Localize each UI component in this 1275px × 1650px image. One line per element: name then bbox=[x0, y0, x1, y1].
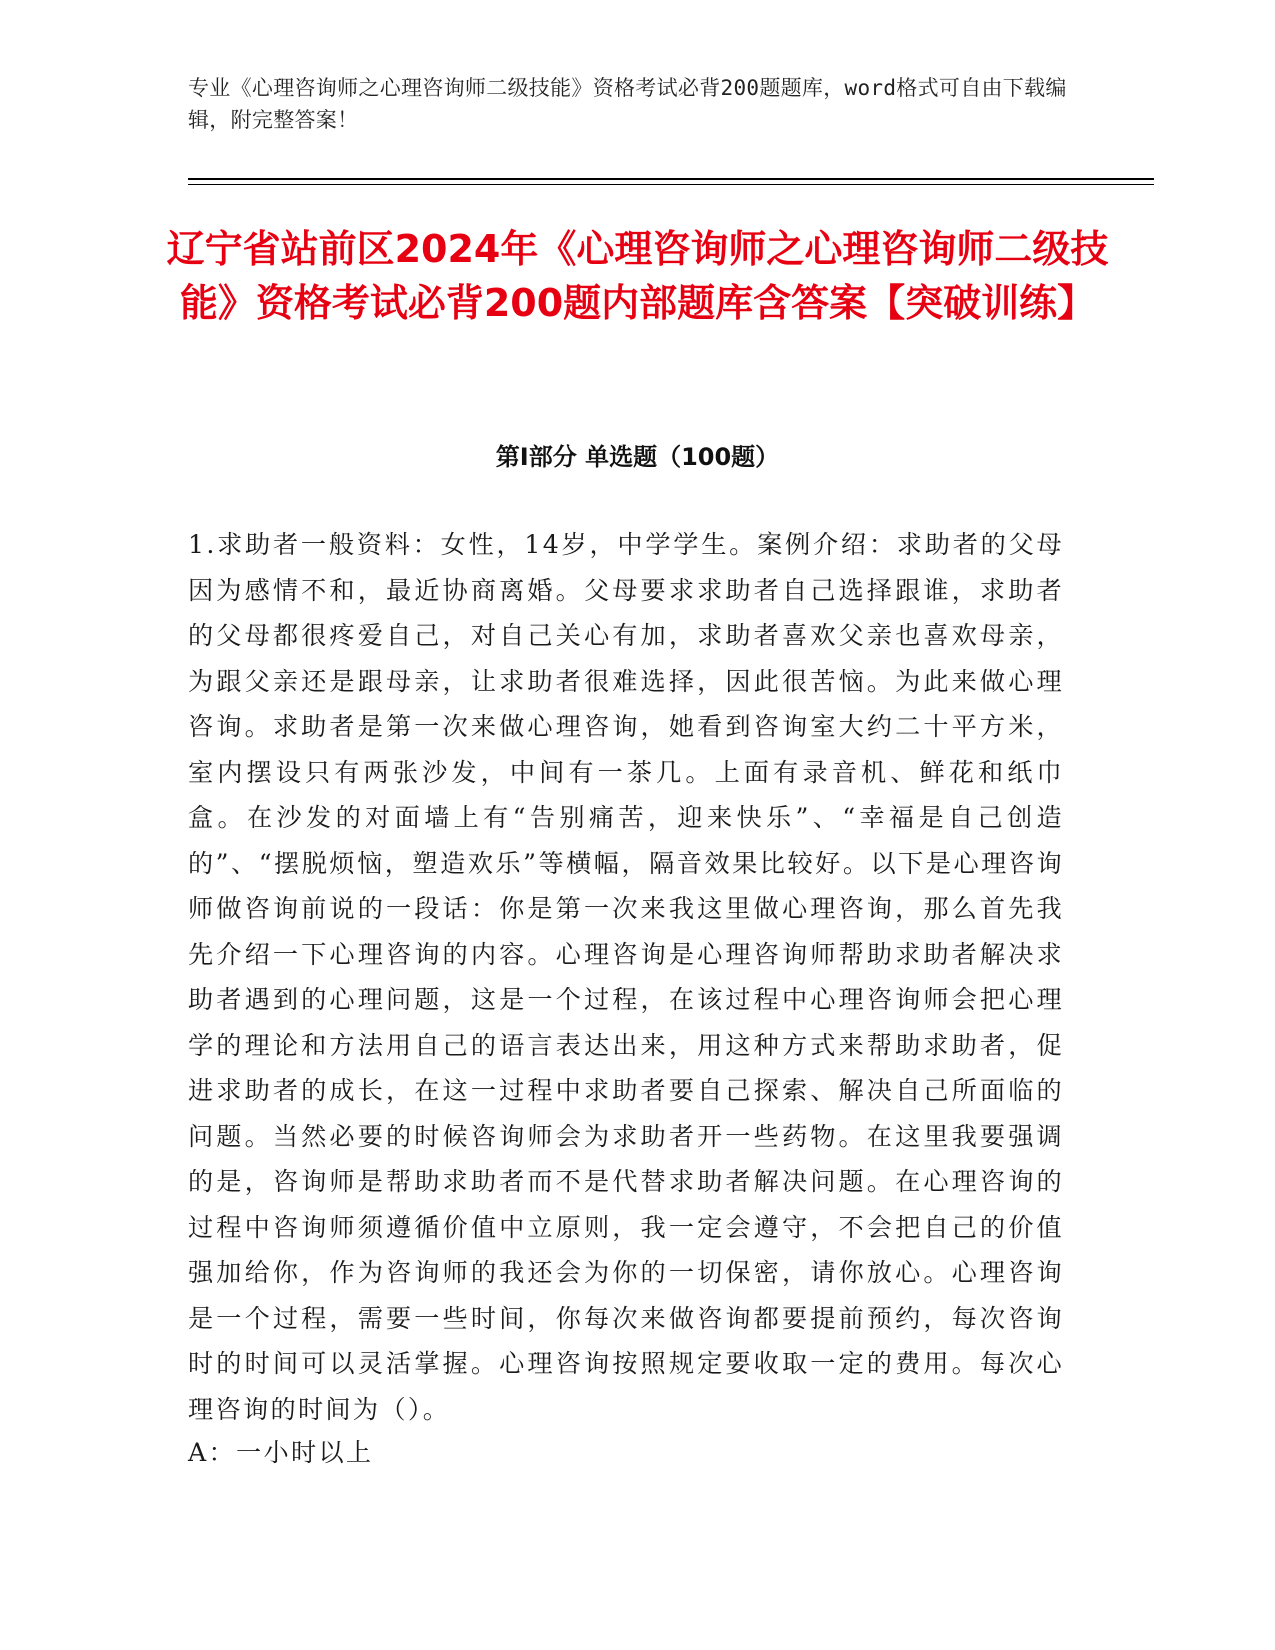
header-rule-thick bbox=[188, 178, 1154, 180]
option-a: A：一小时以上 bbox=[188, 1438, 374, 1467]
document-title: 辽宁省站前区2024年《心理咨询师之心理咨询师二级技能》资格考试必背200题内部题库含答案【突破训练】 bbox=[166, 227, 1109, 325]
header-rule-thin bbox=[188, 184, 1154, 185]
section-heading: 第Ⅰ部分 单选题（100题） bbox=[495, 443, 780, 471]
header-note: 专业《心理咨询师之心理咨询师二级技能》资格考试必背200题题库，word格式可自由下载编辑，附完整答案！ bbox=[188, 76, 1067, 132]
question-text: 1.求助者一般资料：女性，14岁，中学学生。案例介绍：求助者的父母因为感情不和，最近协商离婚。父母要求求助者自己选择跟谁，求助者的父母都很疼爱自己，对自己关心有加，求助者喜欢父亲也喜欢母亲，为跟父亲还是跟母亲，让求助者很难选择，因此很苦恼。为此来做心理咨询。求助者是第一次来做心理咨询，她看到咨询室大约二十平方米，室内摆设只有两张沙发，中间有一茶几。上面有录音机、鲜花和纸巾盒。在沙发的对面墙上有“告别痛苦，迎来快乐”、“幸福是自己创造的”、“摆脱烦恼，塑造欢乐”等横幅，隔音效果比较好。以下是心理咨询师做咨询前说的一段话：你是第一次来我这里做心理咨询，那么首先我先介绍一下心理咨询的内容。心理咨询是心理咨询师帮助求助者解决求助者遇到的心理问题，这是一个过程，在该过程中心理咨询师会把心理学的理论和方法用自己的语言表达出来，用这种方式来帮助求助者，促进求助者的成长，在这一过程中求助者要自己探索、解决自己所面临的问题。当然必要的时候咨询师会为求助者开一些药物。在这里我要强调的是，咨询师是帮助求助者而不是代替求助者解决问题。在心理咨询的过程中咨询师须遵循价值中立原则，我一定会遵守，不会把自己的价值强加给你，作为咨询师的我还会为你的一切保密，请你放心。心理咨询是一个过程，需要一些时间，你每次来做咨询都要提前预约，每次咨询时的时间可以灵活掌握。心理咨询按照规定要收取一定的费用。每次心理咨询的时间为（）。 bbox=[188, 530, 1064, 1424]
